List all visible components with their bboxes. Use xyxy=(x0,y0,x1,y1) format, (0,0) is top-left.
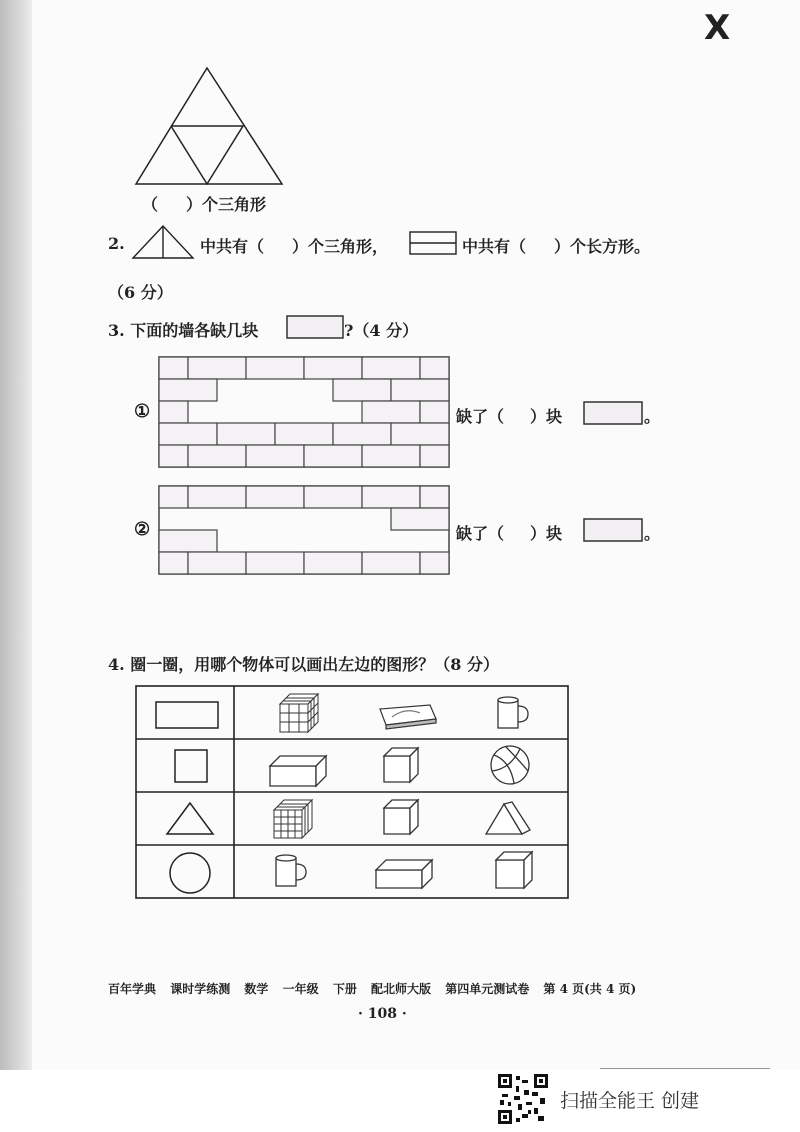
q2-text-2: ）个三角形， xyxy=(292,237,389,256)
q3-number: 3. xyxy=(108,321,125,340)
wall-2-answer-brick xyxy=(584,519,642,541)
footer-page-info: 第 4 页(共 4 页) xyxy=(543,982,637,996)
volleyball-icon xyxy=(491,746,529,784)
wall-1-label: ① xyxy=(134,401,151,422)
watermark-divider xyxy=(600,1068,770,1069)
shape-rectangle xyxy=(156,702,218,728)
wall-1 xyxy=(159,357,449,467)
q1-answer-suffix: ）个三角形 xyxy=(186,195,267,214)
shape-triangle xyxy=(167,803,213,834)
footer-volume: 下册 xyxy=(332,982,357,996)
footer-series: 课时学练测 xyxy=(170,982,231,996)
book-icon xyxy=(380,705,436,729)
q1-triangle-figure xyxy=(136,68,282,184)
q4-number: 4. xyxy=(108,655,125,674)
mug-icon xyxy=(276,855,306,886)
footer-brand: 百年学典 xyxy=(108,982,157,996)
q4-prompt: 圈一圈，用哪个物体可以画出左边的图形？（8 分） xyxy=(130,655,499,674)
corner-mark: X xyxy=(704,8,731,48)
footer-subject: 数学 xyxy=(244,982,269,996)
page-number: · 108 · xyxy=(358,1006,407,1022)
wall-2-block-text: ）块 xyxy=(530,524,563,543)
q2-score: （6 分） xyxy=(108,283,173,302)
cube-icon xyxy=(384,748,418,782)
wall-2-label: ② xyxy=(134,519,151,540)
shape-circle xyxy=(170,853,210,893)
footer-edition: 配北师大版 xyxy=(371,982,432,996)
cuboid-box-icon xyxy=(376,860,432,888)
wall-2-missing-text: 缺了（ xyxy=(456,524,505,543)
q2-text-3: 中共有（ xyxy=(462,237,527,256)
q3-brick-icon xyxy=(287,316,343,338)
q2-number: 2. xyxy=(108,234,125,253)
footer-grade: 一年级 xyxy=(282,982,319,996)
q1-answer-open: （ xyxy=(142,195,159,214)
wall-1-block-text: ）块 xyxy=(530,407,563,426)
q3-prompt: 下面的墙各缺几块 xyxy=(130,321,259,340)
q3-score: ?（4 分） xyxy=(344,321,419,340)
scanner-brand-text: 扫描全能王 创建 xyxy=(560,1090,700,1112)
wall-2-period: 。 xyxy=(644,524,661,543)
cube-icon xyxy=(384,800,418,834)
wall-1-missing-text: 缺了（ xyxy=(456,407,505,426)
wall-1-period: 。 xyxy=(644,407,661,426)
q2-rectangle-icon xyxy=(410,232,456,254)
shape-square xyxy=(175,750,207,782)
cube-icon xyxy=(496,852,532,888)
page-footer xyxy=(108,980,646,997)
rubik-cube-icon xyxy=(274,800,312,838)
q2-triangle-icon xyxy=(133,226,193,258)
q2-text-1: 中共有（ xyxy=(200,237,265,256)
qr-code-icon xyxy=(498,1074,548,1124)
rubik-cube-icon xyxy=(280,694,318,732)
q2-text-4: ）个长方形。 xyxy=(554,237,651,256)
mug-icon xyxy=(498,697,528,728)
triangular-prism-icon xyxy=(486,802,530,834)
wall-2 xyxy=(159,486,449,574)
wall-1-answer-brick xyxy=(584,402,642,424)
cuboid-box-icon xyxy=(270,756,326,786)
footer-test-title: 第四单元测试卷 xyxy=(445,982,530,996)
